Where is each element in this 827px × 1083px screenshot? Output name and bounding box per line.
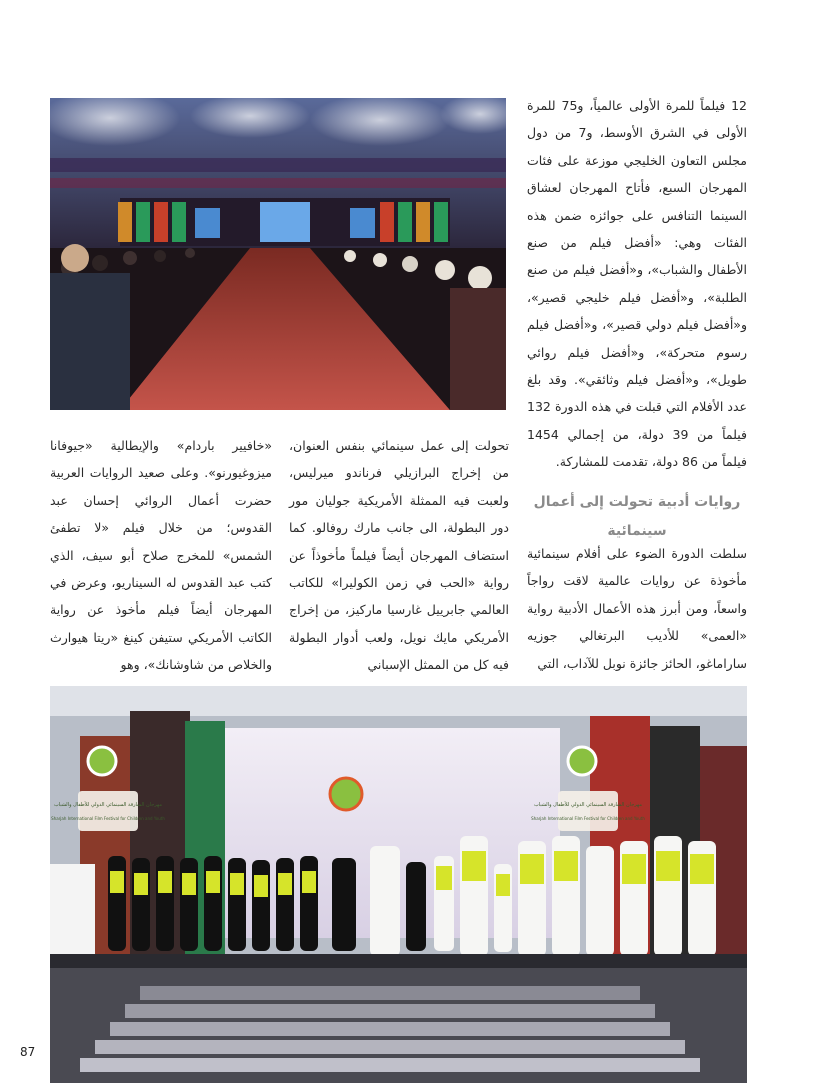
article-paragraph-middle: تحولت إلى عمل سينمائي بنفس العنوان، من إخراج البرازيلي فرناندو ميرليس، ولعبت فيه الممثلة الأمريكية جوليان مور دور البطولة، الى جانب مارك روفالو. كما استضاف المهرجان أيضاً فيلماً مأخوذاً عن رواية «الحب في زمن الكوليرا» للكاتب العالمي جابرييل غارسيا ماركيز، من إخراج الأمريكي مايك نويل، ولعب أدوار البطولة فيه كل من الممثل الإسباني — [289, 438, 509, 673]
section-heading: روايات أدبية تحولت إلى أعمال سينمائية — [533, 494, 741, 539]
article-paragraph-intro: 12 فيلماً للمرة الأولى عالمياً، و75 للمرة الأولى في الشرق الأوسط، و7 من دول مجلس التعاون الخليجي موزعة على فئات المهرجان السبع، فأتاح المهرجان لعشاق السينما التنافس على جوائزه ضمن هذه الفئات وهي: «أفضل فيلم من صنع الأطفال والشباب»، و«أفضل فيلم من صنع الطلبة»، و«أفضل فيلم خليجي قصير»، و«أفضل فيلم دولي قصير»، و«أفضل فيلم رسوم متحركة»، و«أفضل فيلم روائي طويل»، و«أفضل فيلم وثائقي». وقد بلغ عدد الأفلام التي قبلت في هذه الدورة 132 فيلماً من 39 دولة، من إجمالي 1454 فيلماً من 86 دولة، تقدمت للمشاركة. — [527, 98, 748, 470]
festival-hall-illustration — [50, 98, 506, 410]
article-paragraph-novels: سلطت الدورة الضوء على أفلام سينمائية مأخوذة عن روايات عالمية لاقت رواجاً واسعاً، ومن أبرز هذه الأعمال الأدبية رواية «العمى» للأديب البرتغالي جوزيه ساراماغو، الحائز جائزة نوبل للآداب، التي — [527, 546, 747, 671]
banner-english-right: Sharjah International Film Festival for Children and Youth — [531, 816, 645, 821]
page-number: 87 — [20, 1045, 36, 1059]
article-paragraph-left: «خافيير باردام» والإيطالية «جيوفانا ميزوغيورنو». وعلى صعيد الروايات العربية حضرت أعمال الروائي إحسان عبد القدوس؛ من خلال فيلم «لا تطفئ الشمس» للمخرج صلاح أبو سيف، الذي كتب عبد القدوس له السيناريو، وعرض في المهرجان أيضاً فيلم مأخوذ عن رواية الكاتب الأمريكي ستيفن كينغ «ريتا هيوارث والخلاص من شاوشانك»، وهو — [50, 438, 272, 673]
stage-group-photo — [50, 686, 747, 1083]
banner-english-left: Sharjah International Film Festival for Children and Youth — [51, 816, 165, 821]
banner-arabic-right: مهرجان الشارقة السينمائي الدولي للأطفال والشباب — [533, 802, 643, 808]
festival-hall-photo — [50, 98, 506, 410]
banner-arabic-left: مهرجان الشارقة السينمائي الدولي للأطفال والشباب — [53, 802, 163, 808]
stage-group-illustration — [50, 686, 747, 1083]
